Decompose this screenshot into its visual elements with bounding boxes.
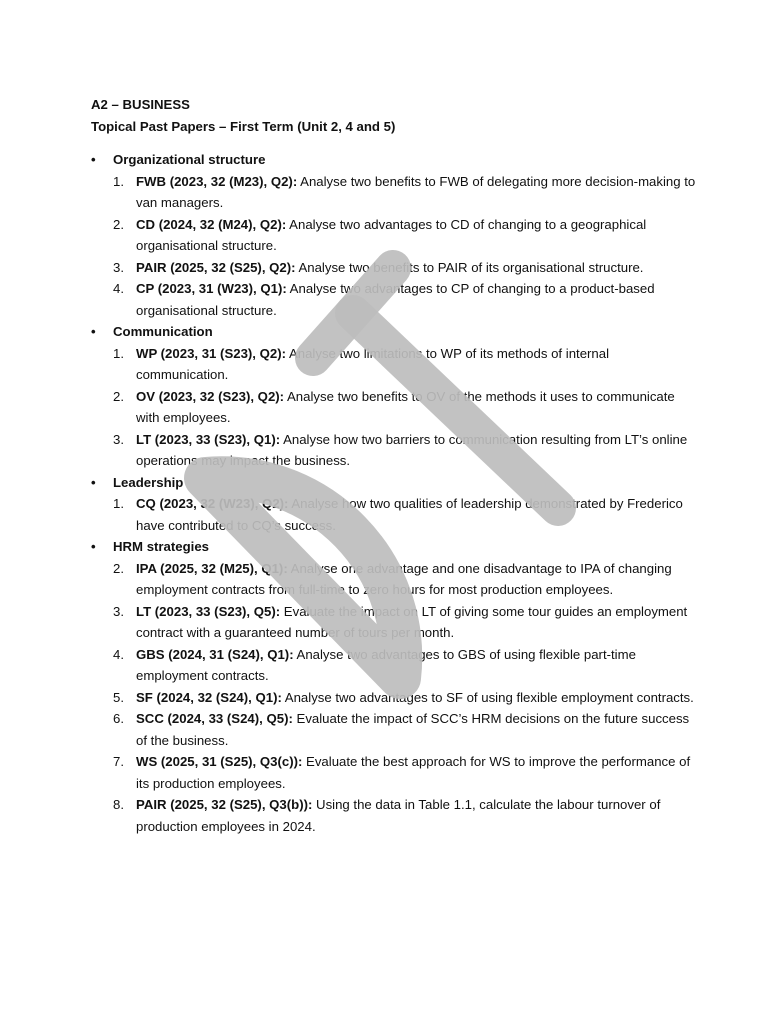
question-item bbox=[113, 278, 701, 321]
question-item bbox=[113, 558, 701, 601]
question-reference: WS (2025, 31 (S25), Q3(c)): bbox=[136, 754, 303, 769]
document-subtitle: Topical Past Papers – First Term (Unit 2, 4 and 5) bbox=[91, 118, 396, 134]
document-title: A2 – BUSINESS bbox=[91, 97, 190, 112]
question-item bbox=[113, 171, 701, 214]
question-reference: PAIR (2025, 32 (S25), Q2): bbox=[136, 259, 296, 275]
question-number: 5. bbox=[113, 689, 124, 705]
question-number: 8. bbox=[113, 797, 124, 812]
document-body bbox=[91, 94, 701, 837]
question-text: Analyse two advantages to CP of changing to a product-based organisational structure. bbox=[136, 281, 655, 318]
question-text: Analyse two advantages to CD of changing to a geographical organisational structure. bbox=[136, 216, 647, 253]
question-number: 6. bbox=[113, 711, 124, 726]
question-item bbox=[113, 644, 701, 687]
question-item bbox=[113, 687, 701, 709]
question-text: Analyse how two qualities of leadership demonstrated by Frederico have contributed to CQ’s success. bbox=[136, 496, 683, 533]
question-text: Analyse two limitations to WP of its methods of internal communication. bbox=[136, 345, 610, 382]
question-reference: IPA (2025, 32 (M25), Q1): bbox=[136, 560, 288, 576]
question-reference: CD (2024, 32 (M24), Q2): bbox=[136, 216, 287, 232]
question-reference: SCC (2024, 33 (S24), Q5): bbox=[136, 711, 293, 726]
section-heading: Organizational structure bbox=[113, 152, 266, 167]
question-number: 3. bbox=[113, 431, 124, 447]
question-reference: WP (2023, 31 (S23), Q2): bbox=[136, 345, 287, 361]
question-text: Analyse one advantage and one disadvantage to IPA of changing employment contracts from full-time to zero hours for most production employees. bbox=[136, 560, 672, 597]
question-list bbox=[113, 343, 701, 472]
question-number: 1. bbox=[113, 173, 124, 189]
question-text: Evaluate the best approach for WS to improve the performance of its production employees. bbox=[136, 754, 691, 791]
question-number: 1. bbox=[113, 345, 124, 361]
question-number: 7. bbox=[113, 754, 124, 769]
question-number: 4. bbox=[113, 646, 124, 662]
question-reference: LT (2023, 33 (S23), Q5): bbox=[136, 603, 281, 619]
question-item bbox=[113, 386, 701, 429]
section-heading: Communication bbox=[113, 324, 213, 339]
bullet-icon: • bbox=[91, 152, 96, 167]
question-item bbox=[113, 751, 701, 794]
question-number: 2. bbox=[113, 560, 124, 576]
question-text: Analyse two benefits to OV of the methods it uses to communicate with employees. bbox=[136, 388, 675, 425]
bullet-icon: • bbox=[91, 474, 96, 490]
question-reference: FWB (2023, 32 (M23), Q2): bbox=[136, 173, 298, 189]
question-text: Analyse two benefits to PAIR of its organisational structure. bbox=[295, 259, 644, 275]
question-item bbox=[113, 794, 701, 837]
question-item bbox=[113, 214, 701, 257]
question-list bbox=[113, 493, 701, 536]
bullet-icon: • bbox=[91, 324, 96, 339]
question-reference: CP (2023, 31 (W23), Q1): bbox=[136, 281, 287, 296]
question-list bbox=[113, 171, 701, 322]
question-text: Analyse two benefits to FWB of delegating more decision-making to van managers. bbox=[136, 173, 696, 210]
question-reference: SF (2024, 32 (S24), Q1): bbox=[136, 689, 282, 705]
question-item bbox=[113, 343, 701, 386]
question-number: 3. bbox=[113, 259, 124, 275]
topic-section bbox=[91, 149, 701, 321]
question-text: Using the data in Table 1.1, calculate the labour turnover of production employees in 2024. bbox=[136, 797, 661, 834]
question-reference: PAIR (2025, 32 (S25), Q3(b)): bbox=[136, 797, 313, 812]
question-number: 4. bbox=[113, 281, 124, 296]
question-item bbox=[113, 257, 701, 279]
question-number: 1. bbox=[113, 496, 124, 511]
topic-sections bbox=[91, 149, 701, 837]
question-item bbox=[113, 708, 701, 751]
section-heading: Leadership bbox=[113, 474, 184, 490]
question-reference: GBS (2024, 31 (S24), Q1): bbox=[136, 646, 294, 662]
question-text: Evaluate the impact of SCC’s HRM decisions on the future success of the business. bbox=[136, 711, 690, 748]
question-text: Analyse how two barriers to communication resulting from LT’s online operations may impact the business. bbox=[136, 431, 688, 468]
question-text: Analyse two advantages to GBS of using flexible part-time employment contracts. bbox=[136, 646, 636, 683]
question-number: 2. bbox=[113, 388, 124, 404]
question-item bbox=[113, 601, 701, 644]
question-reference: CQ (2023, 32 (W23), Q2): bbox=[136, 496, 289, 511]
bullet-icon: • bbox=[91, 539, 96, 554]
question-list bbox=[113, 558, 701, 838]
topic-section bbox=[91, 321, 701, 472]
section-heading: HRM strategies bbox=[113, 539, 210, 554]
question-number: 3. bbox=[113, 603, 124, 619]
topic-section bbox=[91, 472, 701, 537]
question-reference: LT (2023, 33 (S23), Q1): bbox=[136, 431, 281, 447]
question-text: Analyse two advantages to SF of using flexible employment contracts. bbox=[281, 689, 694, 705]
question-reference: OV (2023, 32 (S23), Q2): bbox=[136, 388, 285, 404]
question-text: Evaluate the impact on LT of giving some tour guides an employment contract with a guaranteed number of tours per month. bbox=[136, 603, 688, 640]
question-item bbox=[113, 429, 701, 472]
topic-section bbox=[91, 536, 701, 837]
question-item bbox=[113, 493, 701, 536]
question-number: 2. bbox=[113, 216, 124, 232]
